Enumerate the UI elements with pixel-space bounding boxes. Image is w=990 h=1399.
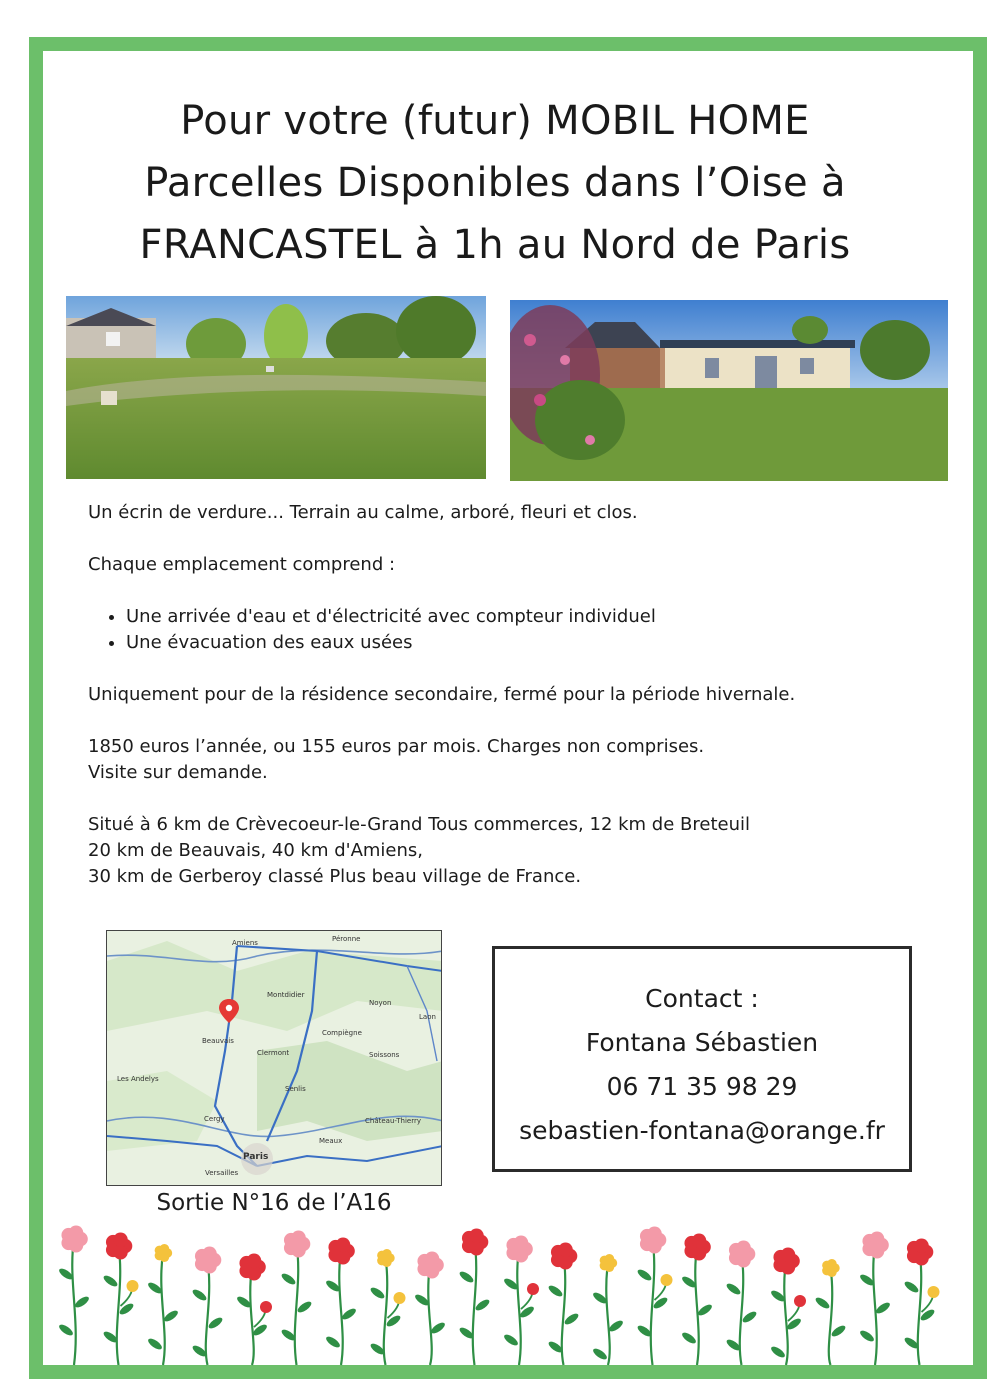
mobil-home-photo [510, 300, 948, 481]
map-label-senlis: Senlis [285, 1085, 306, 1093]
location-line-2: 20 km de Beauvais, 40 km d'Amiens, [88, 840, 424, 861]
page-title [0, 90, 990, 276]
map-label-les-andelys: Les Andelys [117, 1075, 159, 1083]
flower-icon [547, 1243, 580, 1365]
flower-icon [858, 1232, 891, 1365]
flower-icon [146, 1244, 179, 1365]
includes-heading: Chaque emplacement comprend : [88, 554, 396, 575]
flower-icon [655, 1274, 673, 1300]
contact-name: Fontana Sébastien [585, 1028, 819, 1057]
terrain-photo [66, 296, 486, 479]
location-map [106, 930, 442, 1186]
list-item: • Une arrivée d'eau et d'électricité avec compteur individuel [126, 604, 908, 630]
flower-icon [591, 1254, 624, 1365]
flower-icon [102, 1233, 135, 1365]
intro-text: Un écrin de verdure... Terrain au calme, arboré, fleuri et clos. [88, 502, 638, 523]
map-label-cergy: Cergy [204, 1115, 225, 1123]
description [88, 500, 908, 890]
location-line-1: Situé à 6 km de Crèvecoeur-le-Grand Tous commerces, 12 km de Breteuil [88, 814, 750, 835]
price-text: 1850 euros l’année, ou 155 euros par mois. Charges non comprises. [88, 736, 705, 757]
contact-phone: 06 71 35 98 29 [606, 1072, 798, 1101]
map-label-soissons: Soissons [369, 1051, 400, 1059]
flower-decoration [56, 1225, 946, 1367]
usage-text: Uniquement pour de la résidence secondaire, fermé pour la période hivernale. [88, 684, 796, 705]
title-line-2: Parcelles Disponibles dans l’Oise à [144, 160, 846, 206]
map-label-noyon: Noyon [369, 999, 392, 1007]
map-label-laon: Laon [419, 1013, 436, 1021]
flower-icon [458, 1229, 491, 1365]
flower-icon [922, 1286, 940, 1312]
map-label-meaux: Meaux [319, 1137, 343, 1145]
flower-icon [324, 1238, 357, 1365]
flower-icon [680, 1234, 713, 1365]
title-line-1: Pour votre (futur) MOBIL HOME [180, 98, 810, 144]
map-label-beauvais: Beauvais [202, 1037, 234, 1045]
map-label-amiens: Amiens [232, 939, 258, 947]
map-label-clermont: Clermont [257, 1049, 290, 1057]
location-line-3: 30 km de Gerberoy classé Plus beau village de France. [88, 866, 582, 887]
flower-icon [788, 1295, 806, 1321]
flower-icon [521, 1283, 539, 1309]
flower-icon [191, 1247, 224, 1365]
flower-icon [636, 1227, 669, 1365]
map-caption: Sortie N°16 de l’A16 [156, 1190, 392, 1216]
flower-icon [57, 1226, 90, 1365]
map-label-versailles: Versailles [205, 1169, 239, 1177]
map-label-paris: Paris [243, 1152, 269, 1162]
map-label-compiegne: Compiègne [322, 1029, 362, 1037]
flower-icon [814, 1259, 847, 1365]
map-label-peronne: Péronne [332, 935, 361, 943]
flower-icon [502, 1236, 535, 1365]
list-item: • Une évacuation des eaux usées [126, 630, 908, 656]
title-line-3: FRANCASTEL à 1h au Nord de Paris [139, 222, 851, 268]
flower-icon [280, 1231, 313, 1365]
contact-heading: Contact : [645, 984, 759, 1013]
visit-text: Visite sur demande. [88, 762, 268, 783]
map-label-montdidier: Montdidier [267, 991, 305, 999]
flower-icon [121, 1280, 139, 1306]
flower-icon [413, 1252, 446, 1365]
contact-email: sebastien-fontana@orange.fr [519, 1116, 885, 1145]
contact-box [492, 946, 912, 1172]
flower-icon [388, 1292, 406, 1318]
map-label-chateau-thierry: Château-Thierry [365, 1117, 422, 1125]
includes-list [88, 604, 908, 656]
flower-icon [254, 1301, 272, 1327]
flower-icon [725, 1241, 758, 1365]
